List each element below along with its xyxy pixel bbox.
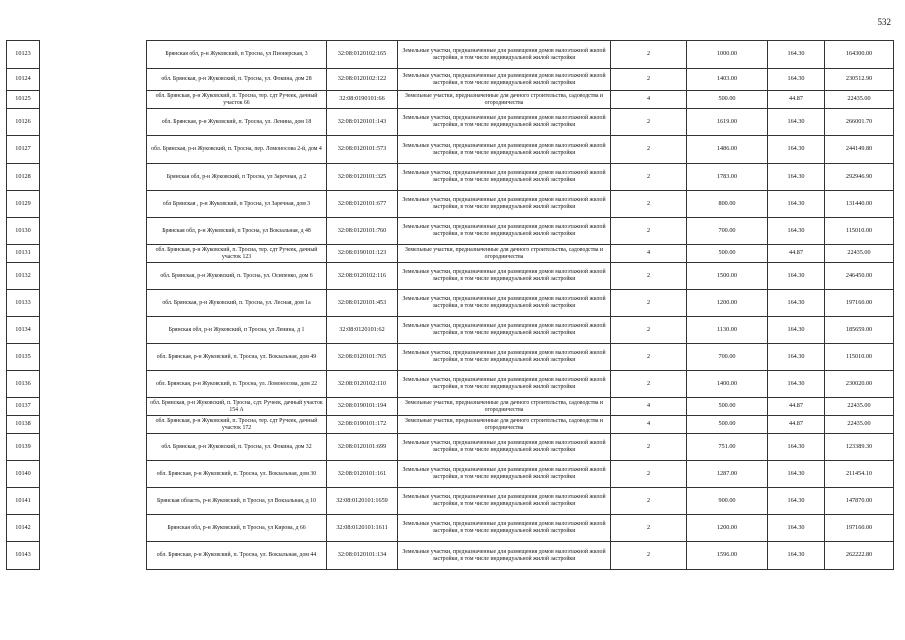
cadastral-value-cell: 22435.00 [825,416,894,434]
cadastral-number-cell: 32:08:0120101:325 [327,164,398,191]
land-use-purpose-cell: Земельные участки, предназначенные для размещения домов малоэтажной жилой застройки, в том числе индивидуальной жилой застройки [398,488,611,515]
row-number-cell: 10131 [7,245,40,263]
row-number-row [7,434,40,461]
cadastral-number-cell: 32:08:0120101:677 [327,191,398,218]
row-number-row [7,91,40,109]
land-use-purpose-cell: Земельные участки, предназначенные для дачного строительства, садоводства и огородничества [398,416,611,434]
table-row [147,109,894,136]
cadastral-rate-cell: 44.87 [768,416,825,434]
land-use-purpose-cell: Земельные участки, предназначенные для размещения домов малоэтажной жилой застройки, в том числе индивидуальной жилой застройки [398,317,611,344]
row-number-cell: 10134 [7,317,40,344]
row-number-cell: 10138 [7,416,40,434]
cadastral-number-cell: 32:08:0120101:134 [327,542,398,570]
cadastral-rate-cell: 164.30 [768,344,825,371]
area-cell: 751.00 [687,434,768,461]
row-number-cell: 10139 [7,434,40,461]
table-row [147,91,894,109]
row-number-row [7,317,40,344]
parcel-address-cell: Брянская обл, р-н Жуковский, п Тросна, ул Кирова, д 66 [147,515,327,542]
cadastral-value-cell: 22435.00 [825,245,894,263]
cadastral-number-cell: 32:08:0120101:760 [327,218,398,245]
land-use-purpose-cell: Земельные участки, предназначенные для размещения домов малоэтажной жилой застройки, в том числе индивидуальной жилой застройки [398,434,611,461]
table-row [147,461,894,488]
area-cell: 700.00 [687,218,768,245]
use-group-cell: 4 [611,398,687,416]
cadastral-value-cell: 292946.90 [825,164,894,191]
row-number-row [7,344,40,371]
row-number-cell: 10129 [7,191,40,218]
use-group-cell: 2 [611,344,687,371]
cadastral-rate-cell: 164.30 [768,109,825,136]
land-use-purpose-cell: Земельные участки, предназначенные для дачного строительства, садоводства и огородничества [398,245,611,263]
cadastral-value-cell: 230020.00 [825,371,894,398]
table-row [147,344,894,371]
table-row [147,515,894,542]
page-number: 532 [877,17,891,27]
parcel-address-cell: Брянская область, р-н Жуковский, п Тросна, ул Вокзальная, д 10 [147,488,327,515]
land-use-purpose-cell: Земельные участки, предназначенные для размещения домов малоэтажной жилой застройки, в том числе индивидуальной жилой застройки [398,41,611,69]
land-use-purpose-cell: Земельные участки, предназначенные для размещения домов малоэтажной жилой застройки, в том числе индивидуальной жилой застройки [398,344,611,371]
cadastral-value-cell: 22435.00 [825,91,894,109]
table-row [147,317,894,344]
row-number-row [7,41,40,69]
area-cell: 700.00 [687,344,768,371]
cadastral-number-cell: 32:08:0120102:165 [327,41,398,69]
row-number-cell: 10141 [7,488,40,515]
use-group-cell: 2 [611,434,687,461]
row-number-cell: 10126 [7,109,40,136]
row-number-row [7,263,40,290]
cadastral-rate-cell: 164.30 [768,461,825,488]
row-number-row [7,371,40,398]
table-row [147,371,894,398]
parcel-address-cell: обл. Брянская, р-н Жуковский, п. Тросна, ул. Вокзальная, дом 49 [147,344,327,371]
land-use-purpose-cell: Земельные участки, предназначенные для размещения домов малоэтажной жилой застройки, в том числе индивидуальной жилой застройки [398,69,611,91]
table-row [147,41,894,69]
cadastral-rate-cell: 164.30 [768,371,825,398]
cadastral-value-cell: 185659.00 [825,317,894,344]
cadastral-value-cell: 262222.80 [825,542,894,570]
cadastral-rate-cell: 164.30 [768,41,825,69]
area-cell: 900.00 [687,488,768,515]
table-row [147,290,894,317]
area-cell: 1000.00 [687,41,768,69]
cadastral-value-cell: 197160.00 [825,515,894,542]
parcel-address-cell: обл. Брянская, р-н Жуковский, п. Тросна, сдт. Ручеек, дачный участок 154 А [147,398,327,416]
row-number-row [7,416,40,434]
use-group-cell: 2 [611,218,687,245]
table-row [147,136,894,164]
table-row [147,398,894,416]
cadastral-rate-cell: 164.30 [768,191,825,218]
parcel-address-cell: обл. Брянская, р-н Жуковский, п. Тросна, ул. Лесная, дом 1а [147,290,327,317]
row-number-cell: 10136 [7,371,40,398]
cadastral-number-cell: 32:08:0190101:66 [327,91,398,109]
cadastral-number-cell: 32:08:0120102:122 [327,69,398,91]
cadastral-value-cell: 244149.80 [825,136,894,164]
use-group-cell: 2 [611,109,687,136]
cadastral-rate-cell: 164.30 [768,434,825,461]
cadastral-rate-cell: 164.30 [768,515,825,542]
land-use-purpose-cell: Земельные участки, предназначенные для размещения домов малоэтажной жилой застройки, в том числе индивидуальной жилой застройки [398,191,611,218]
row-number-row [7,191,40,218]
cadastral-number-cell: 32:08:0120101:143 [327,109,398,136]
cadastral-number-cell: 32:08:0120102:110 [327,371,398,398]
cadastral-value-cell: 164300.00 [825,41,894,69]
use-group-cell: 2 [611,488,687,515]
cadastral-rate-cell: 44.87 [768,398,825,416]
parcel-address-cell: обл. Брянская, р-н Жуковский, п. Тросна, ул. Фокина, дом 28 [147,69,327,91]
row-number-cell: 10135 [7,344,40,371]
cadastral-number-cell: 32:08:0120101:1611 [327,515,398,542]
cadastral-rate-cell: 164.30 [768,317,825,344]
cadastral-number-cell: 32:08:0120101:699 [327,434,398,461]
land-use-purpose-cell: Земельные участки, предназначенные для дачного строительства, садоводства и огородничества [398,91,611,109]
use-group-cell: 2 [611,461,687,488]
row-number-row [7,109,40,136]
cadastral-number-cell: 32:08:0190101:123 [327,245,398,263]
row-number-row [7,164,40,191]
row-number-column [6,40,40,570]
cadastral-rate-cell: 164.30 [768,69,825,91]
row-number-cell: 10125 [7,91,40,109]
cadastral-rate-cell: 164.30 [768,218,825,245]
use-group-cell: 2 [611,317,687,344]
table-row [147,542,894,570]
parcel-address-cell: обл Брянская , р-н Жуковский, п Тросна, ул Заречная, дом 3 [147,191,327,218]
cadastral-value-cell: 211454.10 [825,461,894,488]
land-use-purpose-cell: Земельные участки, предназначенные для размещения домов малоэтажной жилой застройки, в том числе индивидуальной жилой застройки [398,164,611,191]
area-cell: 1486.00 [687,136,768,164]
row-number-row [7,218,40,245]
cadastral-value-cell: 246450.00 [825,263,894,290]
table-row [147,245,894,263]
area-cell: 500.00 [687,245,768,263]
row-number-cell: 10142 [7,515,40,542]
table-row [147,416,894,434]
cadastral-rate-cell: 44.87 [768,91,825,109]
row-number-row [7,515,40,542]
area-cell: 1619.00 [687,109,768,136]
row-number-row [7,290,40,317]
parcel-address-cell: обл. Брянская, р-н Жуковский, п. Тросна, ул. Вокзальная, дом 44 [147,542,327,570]
parcel-address-cell: обл. Брянская, р-н Жуковский, п. Тросна, тер. сдт Ручеек, дачный участок 66 [147,91,327,109]
area-cell: 1400.00 [687,371,768,398]
area-cell: 1287.00 [687,461,768,488]
use-group-cell: 2 [611,263,687,290]
cadastral-number-cell: 32:08:0120101:453 [327,290,398,317]
cadastral-value-cell: 147870.00 [825,488,894,515]
table-row [147,164,894,191]
land-use-purpose-cell: Земельные участки, предназначенные для размещения домов малоэтажной жилой застройки, в том числе индивидуальной жилой застройки [398,371,611,398]
use-group-cell: 2 [611,136,687,164]
cadastral-value-cell: 266001.70 [825,109,894,136]
row-number-cell: 10143 [7,542,40,570]
parcel-address-cell: обл. Брянская, р-н Жуковский, п. Тросна, ул. Осипенко, дом 6 [147,263,327,290]
land-use-purpose-cell: Земельные участки, предназначенные для размещения домов малоэтажной жилой застройки, в том числе индивидуальной жилой застройки [398,542,611,570]
parcel-address-cell: Брянская обл, р-н Жуковский, п Тросна, ул Пионерская, 3 [147,41,327,69]
area-cell: 1403.00 [687,69,768,91]
row-number-row [7,245,40,263]
cadastral-rate-cell: 164.30 [768,488,825,515]
cadastral-number-cell: 32:08:0190101:194 [327,398,398,416]
table-row [147,263,894,290]
area-cell: 1596.00 [687,542,768,570]
cadastral-value-cell: 115010.00 [825,218,894,245]
land-use-purpose-cell: Земельные участки, предназначенные для размещения домов малоэтажной жилой застройки, в том числе индивидуальной жилой застройки [398,290,611,317]
use-group-cell: 2 [611,41,687,69]
row-number-row [7,542,40,570]
cadastral-value-cell: 115010.00 [825,344,894,371]
parcel-address-cell: Брянская обл, р-н Жуковский, п Тросна, ул Заречная, д 2 [147,164,327,191]
parcel-address-cell: обл. Брянская, р-н Жуковский, п. Тросна, ул. Вокзальная, дом 30 [147,461,327,488]
area-cell: 500.00 [687,91,768,109]
parcel-address-cell: обл. Брянская, р-н Жуковский, п. Тросна, пер. Ломоносова 2-й, дом 4 [147,136,327,164]
row-number-row [7,136,40,164]
parcel-address-cell: обл. Брянская, р-н Жуковский, п. Тросна, ул. Фокина, дом 32 [147,434,327,461]
row-number-cell: 10128 [7,164,40,191]
use-group-cell: 4 [611,91,687,109]
parcel-address-cell: Брянская обл, р-н Жуковский, п Тросна, ул Ленина, д 1 [147,317,327,344]
row-number-cell: 10123 [7,41,40,69]
cadastral-number-cell: 32:08:0120101:62 [327,317,398,344]
parcel-address-cell: Брянская обл, р-н Жуковский, п Тросна, ул Вокзальная, д 48 [147,218,327,245]
cadastral-rate-cell: 164.30 [768,164,825,191]
land-use-purpose-cell: Земельные участки, предназначенные для размещения домов малоэтажной жилой застройки, в том числе индивидуальной жилой застройки [398,136,611,164]
use-group-cell: 4 [611,245,687,263]
row-number-cell: 10130 [7,218,40,245]
cadastral-number-cell: 32:08:0190101:172 [327,416,398,434]
use-group-cell: 2 [611,515,687,542]
row-number-row [7,461,40,488]
row-number-row [7,69,40,91]
area-cell: 1200.00 [687,515,768,542]
cadastral-value-cell: 123389.30 [825,434,894,461]
area-cell: 500.00 [687,416,768,434]
area-cell: 1130.00 [687,317,768,344]
table-row [147,218,894,245]
land-use-purpose-cell: Земельные участки, предназначенные для размещения домов малоэтажной жилой застройки, в том числе индивидуальной жилой застройки [398,218,611,245]
area-cell: 500.00 [687,398,768,416]
cadastral-rate-cell: 44.87 [768,245,825,263]
cadastral-rate-cell: 164.30 [768,136,825,164]
row-number-cell: 10127 [7,136,40,164]
area-cell: 1500.00 [687,263,768,290]
cadastral-number-cell: 32:08:0120101:573 [327,136,398,164]
parcel-address-cell: обл. Брянская, р-н Жуковский, п. Тросна, тер. сдт Ручеек, дачный участок 172 [147,416,327,434]
area-cell: 1783.00 [687,164,768,191]
cadastral-number-cell: 32:08:0120101:765 [327,344,398,371]
table-row [147,488,894,515]
use-group-cell: 2 [611,290,687,317]
area-cell: 1200.00 [687,290,768,317]
parcel-address-cell: обл. Брянская, р-н Жуковский, п. Тросна, ул. Ленина, дом 18 [147,109,327,136]
land-use-purpose-cell: Земельные участки, предназначенные для размещения домов малоэтажной жилой застройки, в том числе индивидуальной жилой застройки [398,109,611,136]
cadastral-value-cell: 131440.00 [825,191,894,218]
use-group-cell: 2 [611,542,687,570]
cadastral-value-cell: 230512.90 [825,69,894,91]
land-use-purpose-cell: Земельные участки, предназначенные для размещения домов малоэтажной жилой застройки, в том числе индивидуальной жилой застройки [398,263,611,290]
use-group-cell: 2 [611,164,687,191]
row-number-cell: 10133 [7,290,40,317]
cadastral-number-cell: 32:08:0120101:161 [327,461,398,488]
cadastral-rate-cell: 164.30 [768,290,825,317]
row-number-row [7,488,40,515]
cadastral-rate-cell: 164.30 [768,542,825,570]
cadastral-number-cell: 32:08:0120102:116 [327,263,398,290]
cadastral-number-cell: 32:08:0120101:1659 [327,488,398,515]
use-group-cell: 2 [611,371,687,398]
row-number-row [7,398,40,416]
land-use-purpose-cell: Земельные участки, предназначенные для размещения домов малоэтажной жилой застройки, в том числе индивидуальной жилой застройки [398,461,611,488]
land-use-purpose-cell: Земельные участки, предназначенные для дачного строительства, садоводства и огородничества [398,398,611,416]
use-group-cell: 2 [611,69,687,91]
cadastral-rate-cell: 164.30 [768,263,825,290]
row-number-cell: 10140 [7,461,40,488]
parcel-address-cell: обл. Брянская, р-н Жуковский, п. Тросна, ул. Ломоносова, дом 22 [147,371,327,398]
table-row [147,191,894,218]
row-number-cell: 10137 [7,398,40,416]
row-number-cell: 10124 [7,69,40,91]
parcel-address-cell: обл. Брянская, р-н Жуковский, п. Тросна, тер. сдт Ручеек, дачный участок 123 [147,245,327,263]
area-cell: 800.00 [687,191,768,218]
cadastral-value-cell: 197160.00 [825,290,894,317]
table-row [147,434,894,461]
land-use-purpose-cell: Земельные участки, предназначенные для размещения домов малоэтажной жилой застройки, в том числе индивидуальной жилой застройки [398,515,611,542]
table-row [147,69,894,91]
use-group-cell: 2 [611,191,687,218]
land-parcels-table [146,40,894,570]
cadastral-value-cell: 22435.00 [825,398,894,416]
use-group-cell: 4 [611,416,687,434]
row-number-cell: 10132 [7,263,40,290]
